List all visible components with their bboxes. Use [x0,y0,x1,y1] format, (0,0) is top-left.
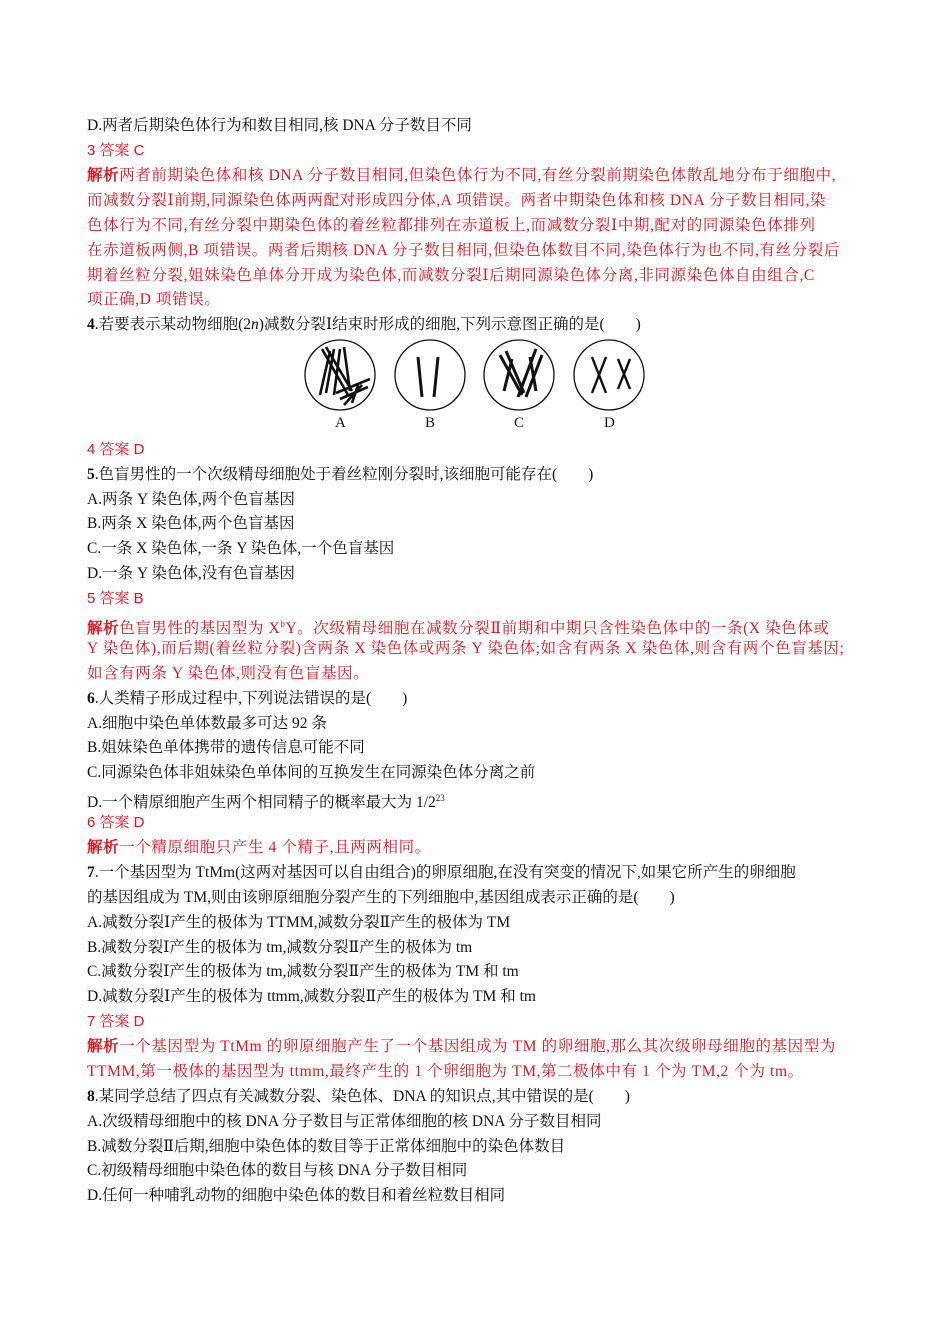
cell-diagram-d [574,340,644,410]
figure-label-c: C [514,415,525,431]
cell-diagram-c [484,340,554,410]
q7-answer: 7 答案 D [87,1013,145,1030]
q5-option-b: B.两条 X 染色体,两个色盲基因 [87,515,295,532]
figure-label-d: D [604,415,615,431]
q5-answer: 5 答案 B [87,590,144,607]
q3-explanation-line: 色体行为不同,有丝分裂中期染色体的着丝粒都排列在赤道板上,而减数分裂Ⅰ中期,配对的同源染色体排列 [87,217,816,234]
q5-option-d: D.一条 Y 染色体,没有色盲基因 [87,565,295,582]
q7-option-b: B.减数分裂Ⅰ产生的极体为 tm,减数分裂Ⅱ产生的极体为 tm [87,939,473,956]
q3-explanation-line: 项正确,D 项错误。 [87,291,221,308]
q8-option-b: B.减数分裂Ⅱ后期,细胞中染色体的数目等于正常体细胞中的染色体数目 [87,1138,566,1155]
q6-stem: 6.人类精子形成过程中,下列说法错误的是( ) [87,690,408,707]
q3-explanation-line: 而减数分裂Ⅰ前期,同源染色体两两配对形成四分体,A 项错误。两者中期染色体和核 DNA 分子数目相同,染 [87,192,827,209]
q3-explanation-line: 在赤道板两侧,B 项错误。两者后期核 DNA 分子数目相同,但染色体数目不同,染色体行为也不同,有丝分裂后 [87,242,840,259]
q6-explanation: 解析一个精原细胞只产生 4 个精子,且两两相同。 [87,839,431,856]
q8-option-c: C.初级精母细胞中染色体的数目与核 DNA 分子数目相同 [87,1162,468,1179]
q6-option-c: C.同源染色体非姐妹染色单体间的互换发生在同源染色体分离之前 [87,764,536,781]
q7-option-d: D.减数分裂Ⅰ产生的极体为 ttmm,减数分裂Ⅱ产生的极体为 TM 和 tm [87,988,536,1005]
figure-label-a: A [335,415,346,431]
q4-answer: 4 答案 D [87,441,145,458]
q5-option-a: A.两条 Y 染色体,两个色盲基因 [87,491,295,508]
q6-option-b: B.姐妹染色单体携带的遗传信息可能不同 [87,739,365,756]
q7-option-a: A.减数分裂Ⅰ产生的极体为 TTMM,减数分裂Ⅱ产生的极体为 TM [87,914,511,931]
q6-answer: 6 答案 D [87,814,145,831]
q7-stem-line2: 的基因组成为 TM,则由该卵原细胞分裂产生的下列细胞中,基因组成表示正确的是( ) [87,889,675,906]
cell-diagram-a [305,340,375,410]
q4-stem: 4.若要表示某动物细胞(2n)减数分裂Ⅰ结束时形成的细胞,下列示意图正确的是( ) [87,316,641,333]
figure-label-b: B [425,415,436,431]
q7-stem: 7.一个基因型为 TtMm(这两对基因可以自由组合)的卵原细胞,在没有突变的情况下,如果它所产生的卵细胞 [87,864,796,881]
q5-stem: 5.色盲男性的一个次级精母细胞处于着丝粒刚分裂时,该细胞可能存在( ) [87,466,594,483]
q5-option-c: C.一条 X 染色体,一条 Y 染色体,一个色盲基因 [87,540,395,557]
q3-answer: 3 答案 C [87,142,145,159]
q8-option-a: A.次级精母细胞中的核 DNA 分子数目与正常体细胞的核 DNA 分子数目相同 [87,1113,602,1130]
q3-explanation-line: 解析两者前期染色体和核 DNA 分子数目相同,但染色体行为不同,有丝分裂前期染色体散乱地分布于细胞中, [87,167,837,184]
cell-diagram-b [395,340,465,410]
q5-explanation-line: 解析色盲男性的基因型为 $X^bY$。次级精母细胞在减数分裂Ⅱ前期和中期只含性染色体中的一条(X 染色体或 [87,619,830,638]
cell-diagrams-figure [300,335,650,440]
q8-option-d: D.任何一种哺乳动物的细胞中染色体的数目和着丝粒数目相同 [87,1187,506,1204]
q6-option-a: A.细胞中染色单体数最多可达 92 条 [87,715,327,732]
q6-option-d: D.一个精原细胞产生两个相同精子的概率最大为 $1/2^{23}$ [87,793,445,812]
q8-stem: 8.某同学总结了四点有关减数分裂、染色体、DNA 的知识点,其中错误的是( ) [87,1088,630,1105]
q3-explanation-line: 期着丝粒分裂,姐妹染色单体分开成为染色体,而减数分裂Ⅰ后期同源染色体分离,非同源染色体自由组合,C [87,267,815,284]
q5-explanation-line: 如含有两条 Y 染色体,则没有色盲基因。 [87,665,370,682]
q5-explanation-line: Y 染色体),而后期(着丝粒分裂)含两条 X 染色体或两条 Y 染色体;如含有两条 X 染色体,则含有两个色盲基因; [87,640,845,657]
q7-explanation-line: 解析一个基因型为 TtMm 的卵原细胞产生了一个基因组成为 TM 的卵细胞,那么其次级卵母细胞的基因型为 [87,1038,836,1055]
q7-explanation-line: TTMM,第一极体的基因型为 ttmm,最终产生的 1 个卵细胞为 TM,第二极体中有 1 个为 TM,2 个为 tm。 [87,1063,804,1080]
explanation-label: 解析 [87,167,120,184]
q3-option-d: D.两者后期染色体行为和数目相同,核 DNA 分子数目不同 [87,117,472,134]
q7-option-c: C.减数分裂Ⅰ产生的极体为 tm,减数分裂Ⅱ产生的极体为 TM 和 tm [87,963,519,980]
